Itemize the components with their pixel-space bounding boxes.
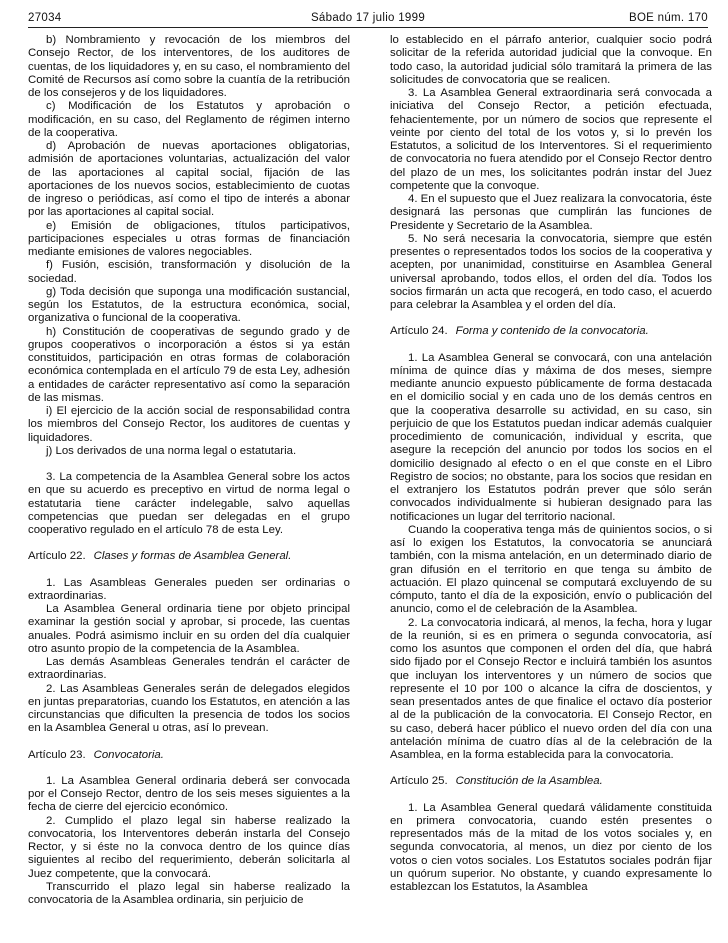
paragraph-spacer (28, 736, 350, 749)
paragraph-spacer (28, 537, 350, 550)
article-number: Artículo 23. (28, 748, 86, 761)
body-paragraph: e) Emisión de obligaciones, títulos participativos, participaciones especiales u otras formas de financiación mediante emisiones de valores negociables. (28, 219, 350, 258)
body-paragraph: f) Fusión, escisión, transformación y disolución de la sociedad. (28, 259, 350, 285)
body-paragraph: Las demás Asambleas Generales tendrán el carácter de extraordinarias. (28, 656, 350, 682)
body-paragraph: i) El ejercicio de la acción social de responsabilidad contra los miembros del Consejo Rector, los auditores de cuentas y liquidadores. (28, 405, 350, 444)
body-paragraph: d) Aprobación de nuevas aportaciones obligatorias, admisión de aportaciones voluntarias, actualización del valor de las aportaciones al capital social, fijación de las aportaciones de los nuevos socios, establecimiento de cuotas de ingreso o periódicas, así como el tipo de interés a abonar por las aportaciones al capital social. (28, 140, 350, 219)
journal-issue: BOE núm. 170 (628, 12, 708, 24)
body-paragraph: 2. Cumplido el plazo legal sin haberse realizado la convocatoria, los Interventores deberán instarla del Consejo Rector, y si éste no la convoca dentro de los quince días siguientes al recibo del requerimiento, deberán solicitarla al Juez competente, que la convocará. (28, 814, 350, 880)
article-title: Convocatoria. (93, 748, 164, 761)
body-paragraph: 5. No será necesaria la convocatoria, siempre que estén presentes o representados todos los socios de la cooperativa y acepten, por unanimidad, constituirse en Asamblea General universal aprobando, todos ellos, el orden del día. Todos los socios firmarán un acta que recogerá, en todo caso, el acuerdo para celebrar la Asamblea y el orden del día. (390, 232, 712, 311)
body-paragraph: b) Nombramiento y revocación de los miembros del Consejo Rector, de los interventores, de los auditores de cuentas, de los liquidadores y, en su caso, el nombramiento del Comité de Recursos así como sobre la cuantía de la retribución de los consejeros y de los liquidadores. (28, 34, 350, 99)
body-paragraph: g) Toda decisión que suponga una modificación sustancial, según los Estatutos, de la estructura económica, social, organizativa o funcional de la cooperativa. (28, 285, 350, 325)
article-number: Artículo 24. (390, 325, 448, 338)
body-paragraph: 3. La competencia de la Asamblea General sobre los actos en que su acuerdo es preceptivo en virtud de norma legal o estatutaria tiene carácter indelegable, salvo aquellas competencias que puedan ser delegadas en el grupo cooperativo regulado en el artículo 78 de esta Ley. (28, 471, 350, 536)
article-heading (390, 325, 712, 338)
article-number: Artículo 22. (28, 550, 86, 563)
body-paragraph: 2. Las Asambleas Generales serán de delegados elegidos en juntas preparatorias, cuando los Estatutos, en atención a las circunstancias que dificulten la presencia de todos los socios en la Asamblea General u otras, así lo prevean. (28, 682, 350, 735)
body-paragraph: h) Constitución de cooperativas de segundo grado y de grupos cooperativos o incorporación a éstos si ya están constituidos, participación en otras formas de colaboración económica contemplada en el artículo 79 de esta Ley, adhesión a entidades de carácter representativo así como la separación de las mismas. (28, 325, 350, 404)
article-heading (28, 749, 350, 762)
body-paragraph: 3. La Asamblea General extraordinaria será convocada a iniciativa del Consejo Rector, a petición efectuada, fehacientemente, por un número de socios que represente el veinte por ciento del total de los votos y, si lo prevén los Estatutos, a solicitud de los Interventores. Si el requerimiento de convocatoria no fuera atendido por el Consejo Rector dentro del plazo de un mes, los solicitantes podrán instar del Juez competente que la convoque. (390, 87, 712, 192)
paragraph-spacer (28, 564, 350, 577)
paragraph-spacer (390, 789, 712, 802)
paragraph-spacer (390, 312, 712, 325)
paragraph-spacer (390, 762, 712, 775)
page-number: 27034 (28, 12, 62, 24)
body-paragraph: 4. En el supuesto que el Juez realizara la convocatoria, éste designará las personas que cumplirán las funciones de Presidente y Secretario de la Asamblea. (390, 193, 712, 232)
right-column (390, 34, 712, 894)
body-paragraph: 1. La Asamblea General ordinaria deberá ser convocada por el Consejo Rector, dentro de los seis meses siguientes a la fecha de cierre del ejercicio económico. (28, 774, 350, 814)
article-title: Clases y formas de Asamblea General. (93, 550, 292, 563)
paragraph-spacer (28, 762, 350, 775)
page-header (28, 8, 708, 28)
body-paragraph: La Asamblea General ordinaria tiene por objeto principal examinar la gestión social y aprobar, si procede, las cuentas anuales. Podrá asimismo incluir en su orden del día cualquier otro asunto propio de la competencia de la Asamblea. (28, 603, 350, 655)
paragraph-spacer (28, 458, 350, 471)
left-column (28, 34, 350, 907)
body-paragraph: lo establecido en el párrafo anterior, cualquier socio podrá solicitar de la referida autoridad judicial que la convoque. En todo caso, la autoridad judicial sólo tramitará la primera de las solicitudes de convocatoria que se realicen. (390, 34, 712, 86)
body-paragraph: 1. La Asamblea General se convocará, con una antelación mínima de quince días y máxima de dos meses, siempre mediante anuncio expuesto públicamente de forma destacada en el domicilio social y en cada uno de los demás centros en que la cooperativa desarrolle su actividad, en su caso, sin perjuicio de que los Estatutos puedan indicar además cualquier procedimiento de comunicación, individual y escrita, que asegure la recepción del anuncio por todos los socios en el domicilio designado al efecto o en el que conste en el Libro Registro de socios; no obstante, para los socios que residan en el extranjero los Estatutos podrán prever que sólo serán convocados individualmente si hubieran designado para las notificaciones un lugar del territorio nacional. (390, 351, 712, 523)
body-paragraph: Cuando la cooperativa tenga más de quinientos socios, o si así lo exigen los Estatutos, la convocatoria se anunciará también, con la misma antelación, en un determinado diario de gran difusión en el territorio en que tenga su ámbito de actuación. El plazo quincenal se computará excluyendo de su cómputo, tanto el día de la exposición, envío o publicación del anuncio, como el de celebración de la Asamblea. (390, 523, 712, 616)
body-paragraph: c) Modificación de los Estatutos y aprobación o modificación, en su caso, del Reglamento de régimen interno de la cooperativa. (28, 100, 350, 139)
header-rule (28, 27, 708, 28)
body-paragraph: 1. La Asamblea General quedará válidamente constituida en primera convocatoria, cuando estén presentes o representados más de la mitad de los votos sociales y, en segunda convocatoria, al menos, un diez por ciento de los votos o cien votos sociales. Los Estatutos sociales podrán fijar un quórum superior. No obstante, y cuando expresamente lo establezcan los Estatutos, la Asamblea (390, 801, 712, 893)
body-paragraph: j) Los derivados de una norma legal o estatutaria. (46, 444, 297, 457)
publication-date: Sábado 17 julio 1999 (310, 12, 426, 24)
article-heading (28, 550, 350, 563)
article-heading (390, 775, 712, 788)
body-paragraph: 2. La convocatoria indicará, al menos, la fecha, hora y lugar de la reunión, si es en primera o segunda convocatoria, así como los asuntos que componen el orden del día, que habrá sido fijado por el Consejo Rector e incluirá también los asuntos que incluyan los interventores y un número de socios que represente el 10 por 100 o alcance la cifra de doscientos, y sean presentados antes de que finalice el octavo día posterior al de la publicación de la convocatoria. El Consejo Rector, en su caso, deberá hacer público el nuevo orden del día con una antelación mínima de cuatro días al de la celebración de la Asamblea, en la forma establecida para la convocatoria. (390, 616, 712, 761)
article-title: Forma y contenido de la convocatoria. (455, 325, 649, 338)
body-paragraph: Transcurrido el plazo legal sin haberse realizado la convocatoria de la Asamblea ordinaria, sin perjuicio de (28, 880, 350, 906)
article-title: Constitución de la Asamblea. (455, 775, 603, 788)
body-paragraph: 1. Las Asambleas Generales pueden ser ordinarias o extraordinarias. (28, 576, 350, 602)
paragraph-spacer (390, 339, 712, 352)
article-number: Artículo 25. (390, 775, 448, 788)
